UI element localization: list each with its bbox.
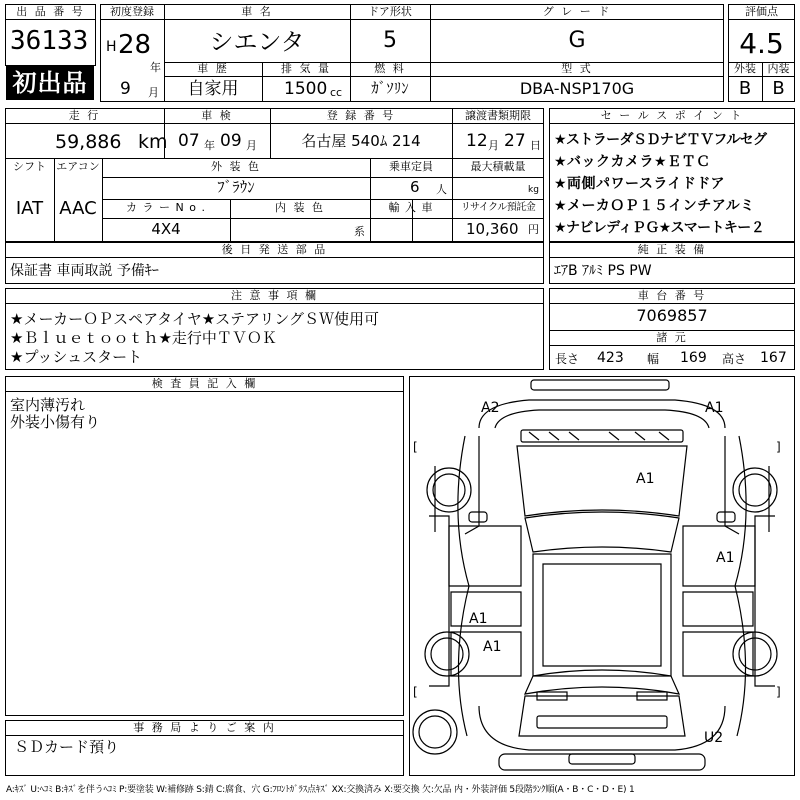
recycle-value: 10,360 — [466, 220, 519, 238]
length-value: 423 — [597, 350, 624, 366]
interior-rating-label: 内装 — [767, 62, 790, 75]
displacement-unit: cc — [330, 86, 343, 99]
color-no-label: カ ラ ー N o . — [126, 201, 206, 214]
width-value: 169 — [680, 350, 707, 366]
transfer-month-unit: 月 — [488, 139, 499, 152]
aircon-value: AAC — [59, 198, 97, 219]
rating-value: 4.5 — [739, 27, 784, 60]
rating-label: 評価点 — [745, 5, 778, 18]
first-reg-era: H — [106, 39, 117, 55]
exterior-color-label: 外 装 色 — [211, 160, 261, 173]
first-reg-month-unit: 月 — [148, 86, 159, 99]
chassis-value: 7069857 — [636, 306, 708, 325]
damage-a2-front-left: A2 — [481, 400, 500, 416]
mileage-value: 59,886 — [55, 131, 122, 153]
damage-a1-right-side: A1 — [716, 550, 735, 566]
car-name-label: 車 名 — [241, 5, 273, 18]
door-label: ドア形状 — [368, 5, 412, 18]
max-load-label: 最大積載量 — [470, 160, 526, 173]
fuel-label: 燃 料 — [374, 62, 406, 75]
note-line-1: ★メーカーＯＰスペアタイヤ★ステアリングＳＷ使用可 — [10, 310, 380, 328]
first-reg-label: 初度登録 — [110, 5, 154, 18]
max-load-unit: kg — [528, 185, 539, 195]
interior-color-label: 内 装 色 — [275, 201, 325, 214]
genuine-value: ｴｱB ｱﾙﾐ PS PW — [554, 263, 652, 279]
sales-point-3: ★両側パワースライドドア — [554, 176, 726, 192]
damage-a1-front-right: A1 — [705, 400, 724, 416]
first-reg-year: 28 — [118, 30, 152, 60]
car-name: シエンタ — [209, 28, 305, 56]
damage-u2-rear: U2 — [704, 730, 724, 746]
grade-label: グ レ ー ド — [542, 5, 612, 18]
notes-label: 注 意 事 項 欄 — [231, 289, 318, 302]
width-label: 幅 — [647, 352, 660, 366]
fuel-value: ｶﾞｿﾘﾝ — [371, 79, 409, 97]
details-box — [5, 108, 544, 242]
transfer-month: 12 — [466, 131, 488, 151]
sales-points-label: セ ー ル ス ポ イ ン ト — [600, 109, 744, 122]
car-diagram — [409, 376, 795, 776]
note-line-2: ★Ｂｌｕｅｔｏｏｔｈ★走行中ＴＶＯＫ — [10, 329, 277, 347]
office-label: 事 務 局 よ り ご 案 内 — [133, 721, 276, 734]
specs-label: 諸 元 — [656, 331, 688, 344]
mileage-label: 走 行 — [68, 109, 101, 122]
sales-point-2: ★バックカメラ★ＥＴＣ — [554, 154, 711, 170]
capacity-value: 6 — [410, 178, 420, 196]
first-listing-badge: 初出品 — [6, 66, 94, 100]
bracket-right-bottom: ] — [776, 685, 781, 699]
shift-value: IAT — [15, 198, 44, 219]
damage-a1-left-rear: A1 — [469, 611, 488, 627]
inspector-line-1: 室内薄汚れ — [10, 396, 86, 414]
import-label: 輸 入 車 — [388, 201, 434, 214]
registration-value: 名古屋 540ﾑ 214 — [301, 132, 421, 150]
first-reg-year-unit: 年 — [150, 61, 161, 74]
inspector-line-2: 外装小傷有り — [10, 413, 101, 431]
recycle-unit: 円 — [528, 223, 539, 236]
bracket-right-top: ] — [776, 440, 781, 454]
displacement-value: 1500 — [284, 79, 328, 99]
recycle-label: リサイクル預託金 — [460, 202, 536, 213]
note-line-3: ★プッシュスタート — [10, 348, 143, 366]
damage-a1-roof: A1 — [636, 471, 655, 487]
damage-a1-left-wheel: A1 — [483, 639, 502, 655]
chassis-label: 車 台 番 号 — [637, 289, 707, 302]
length-label: 長さ — [555, 352, 580, 366]
history-label: 車 歴 — [197, 62, 229, 75]
sales-point-4: ★メーカＯＰ１５インチアルミ — [554, 198, 755, 214]
transfer-day-unit: 日 — [530, 139, 541, 152]
first-reg-month: 9 — [120, 79, 131, 99]
exterior-rating: B — [738, 78, 752, 99]
office-value: ＳＤカード預り — [14, 738, 120, 756]
genuine-label: 純 正 装 備 — [637, 243, 707, 256]
sales-point-1: ★ストラーダＳＤナビＴＶフルセグ — [554, 132, 767, 148]
later-parts-label: 後 日 発 送 部 品 — [221, 243, 328, 256]
interior-rating: B — [772, 78, 785, 99]
interior-color-suffix: 系 — [354, 225, 365, 238]
grade-value: G — [568, 28, 586, 53]
height-label: 高さ — [722, 352, 747, 366]
inspection-year-unit: 年 — [204, 139, 215, 152]
exterior-rating-label: 外装 — [734, 62, 756, 75]
damage-legend: A:ｷｽﾞ U:ﾍｺﾐ B:ｷｽﾞを伴うﾍｺﾐ P:要塗装 W:補修跡 S:錆 C:腐食、穴 G:ﾌﾛﾝﾄｶﾞﾗｽ点ｷｽﾞ XX:交換済み X:要交換 欠:欠品 内・外装評価 5段階ﾗﾝｸ順(A・B・C・D・E) 1 — [6, 785, 635, 795]
aircon-label: エアコン — [56, 160, 100, 173]
inspection-label: 車 検 — [201, 109, 233, 122]
history-value: 自家用 — [187, 79, 239, 99]
inspector-label: 検 査 員 記 入 欄 — [151, 377, 258, 390]
lot-number-label: 出 品 番 号 — [16, 5, 85, 18]
bracket-left-bottom: [ — [413, 685, 418, 699]
displacement-label: 排 気 量 — [281, 62, 331, 75]
sales-point-5: ★ナビレディＰＧ★スマートキー２ — [554, 220, 765, 236]
shift-label: シフト — [13, 160, 46, 173]
mileage-unit: km — [138, 131, 168, 153]
bracket-left-top: [ — [413, 440, 418, 454]
height-value: 167 — [760, 350, 787, 366]
inspection-year: 07 — [178, 131, 200, 151]
transfer-day: 27 — [504, 131, 526, 151]
exterior-color-value: ﾌﾞﾗｳﾝ — [217, 178, 255, 196]
later-parts-value: 保証書 車両取説 予備ｷｰ — [10, 263, 159, 279]
door-value: 5 — [383, 28, 397, 53]
model-label: 型 式 — [561, 62, 593, 75]
inspection-month: 09 — [220, 131, 242, 151]
model-value: DBA-NSP170G — [519, 79, 635, 98]
capacity-unit: 人 — [436, 183, 447, 196]
registration-label: 登 録 番 号 — [326, 109, 396, 122]
transfer-label: 譲渡書類期限 — [465, 109, 531, 122]
color-no-value: 4X4 — [151, 220, 181, 238]
lot-number: 36133 — [10, 26, 89, 56]
inspection-month-unit: 月 — [246, 139, 257, 152]
capacity-label: 乗車定員 — [389, 160, 433, 173]
